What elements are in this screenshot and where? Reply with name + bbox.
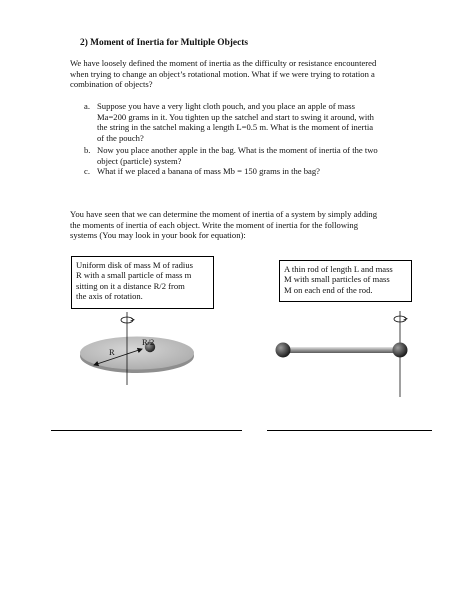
right-end-particle <box>393 343 408 358</box>
box-line: M with small particles of mass <box>284 274 390 285</box>
question-label: a. <box>84 101 90 111</box>
intro-paragraph <box>70 58 420 90</box>
answer-line-disk[interactable] <box>51 430 242 431</box>
disk-diagram <box>80 305 210 390</box>
question-c <box>84 166 424 178</box>
box-line: A thin rod of length L and mass <box>284 264 393 274</box>
half-radius-label: R/2 <box>142 337 155 347</box>
systems-paragraph <box>70 209 420 241</box>
box-line: Uniform disk of mass M of radius <box>76 260 193 270</box>
radius-label: R <box>109 347 115 357</box>
question-text <box>97 101 374 143</box>
question-line: the string in the satchel making a length L=0.5 m. What is the moment of inertia <box>97 122 374 133</box>
question-line: of the pouch? <box>97 132 144 143</box>
disk-description-box <box>71 256 214 309</box>
question-text <box>97 166 320 177</box>
systems-line: You have seen that we can determine the moment of inertia of a system by simply adding <box>70 209 377 219</box>
box-line: the axis of rotation. <box>76 291 143 302</box>
box-line: sitting on it a distance R/2 from <box>76 280 185 291</box>
question-b <box>84 145 424 167</box>
question-line: Now you place another apple in the bag. What is the moment of inertia of the two <box>97 145 378 155</box>
question-line: What if we placed a banana of mass Mb = 150 grams in the bag? <box>97 166 320 176</box>
systems-line: systems (You may look in your book for equation): <box>70 230 246 241</box>
question-label: c. <box>84 166 90 176</box>
box-line: M on each end of the rod. <box>284 284 373 295</box>
section-title: 2) Moment of Inertia for Multiple Objects <box>80 38 249 48</box>
question-line: object (particle) system? <box>97 155 182 166</box>
question-a <box>84 101 424 145</box>
question-line: Suppose you have a very light cloth pouch, and you place an apple of mass <box>97 101 355 111</box>
answer-line-rod[interactable] <box>267 430 432 431</box>
rod-diagram <box>266 305 426 400</box>
box-line: R with a small particle of mass m <box>76 270 192 281</box>
intro-line: combination of objects? <box>70 79 153 90</box>
thin-rod <box>284 347 400 353</box>
question-line: Ma=200 grams in it. You tighten up the satchel and start to swing it around, with <box>97 111 374 122</box>
systems-line: the moments of inertia of each object. Write the moment of inertia for the following <box>70 219 359 230</box>
question-text <box>97 145 378 166</box>
left-end-particle <box>276 343 291 358</box>
rod-description-box <box>279 260 412 302</box>
intro-line: when trying to change an object’s rotational motion. What if we were trying to rotation a <box>70 68 375 79</box>
intro-line: We have loosely defined the moment of inertia as the difficulty or resistance encountered <box>70 58 377 68</box>
question-label: b. <box>84 145 91 155</box>
disk-surface <box>80 337 194 370</box>
